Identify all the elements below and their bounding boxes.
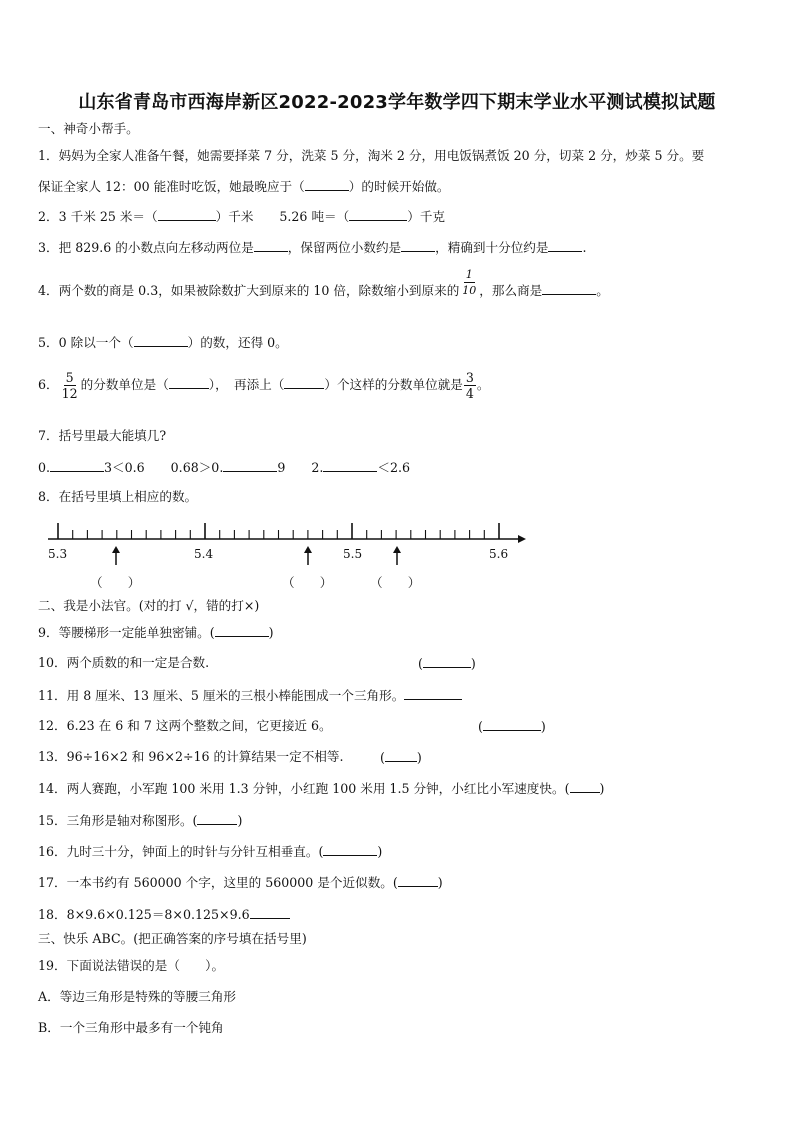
q11-blank[interactable] xyxy=(404,687,462,700)
q6-blank-2[interactable] xyxy=(284,376,324,389)
q6-fraction-1-numerator: 5 xyxy=(65,370,74,385)
question-1-line-2 xyxy=(38,178,450,195)
section-3-heading: 三、快乐 ABC。(把正确答案的序号填在括号里) xyxy=(38,931,307,946)
q15-text-a: 15．三角形是轴对称图形。( xyxy=(38,813,198,828)
q16-text-b: ) xyxy=(377,844,383,859)
q18-text-a: 18．8×9.6×0.125＝8×0.125×9.6 xyxy=(38,907,250,922)
q6-fraction-1 xyxy=(60,370,80,401)
q2-text-a: 2．3 千米 25 米＝（ xyxy=(38,209,158,224)
q3-blank-2[interactable] xyxy=(401,239,435,252)
q3-blank-3[interactable] xyxy=(548,239,582,252)
q3-text-a: 3．把 829.6 的小数点向左移动两位是 xyxy=(38,240,254,255)
q3-text-c: ，精确到十分位约是 xyxy=(435,240,549,255)
number-line xyxy=(40,515,540,595)
tick-label-5-3: 5.3 xyxy=(48,547,68,561)
tick-label-5-6: 5.6 xyxy=(489,547,509,561)
q10-blank[interactable] xyxy=(423,655,471,668)
q17-text-b: ) xyxy=(437,875,443,890)
page-title: 山东省青岛市西海岸新区2022-2023学年数学四下期末学业水平测试模拟试题 xyxy=(78,92,716,113)
q1-answer-blank[interactable] xyxy=(305,178,349,191)
pointer-arrow xyxy=(304,546,312,565)
q6-fraction-1-denominator: 12 xyxy=(61,386,78,401)
q10-paren-open: ( xyxy=(418,656,423,671)
q13-answer-paren xyxy=(380,749,422,766)
number-line-graphic xyxy=(40,515,540,565)
q6-text-e: 。 xyxy=(476,377,490,392)
q10-text-a: 10．两个质数的和一定是合数. xyxy=(38,655,210,670)
q9-text-a: 9．等腰梯形一定能单独密铺。( xyxy=(38,625,215,640)
q12-text-a: 12．6.23 在 6 和 7 这两个整数之间，它更接近 6。 xyxy=(38,718,332,733)
q8-answer-paren-3[interactable]: （ ） xyxy=(370,575,421,590)
q5-text-b: ）的数，还得 0。 xyxy=(187,335,288,350)
q5-text-a: 5．0 除以一个（ xyxy=(38,335,134,350)
number-line-arrowhead xyxy=(518,535,526,543)
section-2-heading: 二、我是小法官。(对的打 √，错的打×) xyxy=(38,598,260,613)
q18-blank[interactable] xyxy=(250,906,290,919)
q7-item-1-a: 0. xyxy=(38,460,51,475)
q3-blank-1[interactable] xyxy=(254,239,288,252)
question-18 xyxy=(38,906,290,923)
q4-text-a: 4．两个数的商是 0.3，如果被除数扩大到原来的 10 倍，除数缩小到原来的 xyxy=(38,283,460,298)
section-1-heading: 一、神奇小帮手。 xyxy=(38,121,139,136)
pointer-arrow xyxy=(393,546,401,565)
q7-blank-2[interactable] xyxy=(223,459,277,472)
q3-text-d: . xyxy=(582,240,587,255)
question-15 xyxy=(38,812,242,829)
q14-text-a: 14．两人赛跑，小军跑 100 米用 1.3 分钟，小红跑 100 米用 1.5 分钟，小红比小军速度快。( xyxy=(38,781,570,796)
q7-blank-1[interactable] xyxy=(50,459,104,472)
q7-item-2-b: 9 xyxy=(277,460,286,475)
q6-fraction-2-numerator: 3 xyxy=(465,370,474,385)
question-3 xyxy=(38,239,587,256)
q8-answer-paren-2[interactable]: （ ） xyxy=(282,575,333,590)
q14-blank[interactable] xyxy=(570,780,600,793)
question-17 xyxy=(38,874,443,891)
q3-text-b: ，保留两位小数约是 xyxy=(287,240,402,255)
q12-blank[interactable] xyxy=(483,718,541,731)
q4-blank[interactable] xyxy=(542,282,596,295)
question-7-items xyxy=(38,459,410,476)
q4-fraction xyxy=(460,267,478,298)
q13-paren-open: ( xyxy=(380,750,385,765)
q13-paren-close: ) xyxy=(416,750,422,765)
q10-answer-paren xyxy=(418,655,476,672)
q9-blank[interactable] xyxy=(215,624,269,637)
q9-text-b: ) xyxy=(268,625,274,640)
question-14 xyxy=(38,780,604,797)
q8-answer-paren-1[interactable]: （ ） xyxy=(90,575,141,590)
q4-fraction-numerator: 1 xyxy=(465,268,473,281)
q2-text-c: 5.26 吨＝（ xyxy=(279,209,350,224)
q16-blank[interactable] xyxy=(323,843,377,856)
q16-text-a: 16．九时三十分，钟面上的时针与分针互相垂直。( xyxy=(38,844,324,859)
q7-item-3-a: 2. xyxy=(311,460,324,475)
question-2 xyxy=(38,208,445,225)
question-1-line-1 xyxy=(38,148,704,164)
question-6 xyxy=(38,370,490,401)
q14-text-b: ) xyxy=(599,781,605,796)
q7-blank-3[interactable] xyxy=(323,459,377,472)
q6-blank-1[interactable] xyxy=(169,376,209,389)
tick-label-5-5: 5.5 xyxy=(343,547,363,561)
question-9 xyxy=(38,624,274,641)
pointer-arrow xyxy=(112,546,120,565)
q19-option-b[interactable]: B．一个三角形中最多有一个钝角 xyxy=(38,1020,224,1035)
q1-text-a: 1．妈妈为全家人准备午餐，她需要择菜 7 分，洗菜 5 分，淘米 2 分，用电饭锅煮饭 20 分，切菜 2 分，炒菜 5 分。要 xyxy=(38,148,705,163)
q6-text-a: 6． xyxy=(38,377,59,392)
question-12 xyxy=(38,718,546,734)
q12-answer-paren xyxy=(478,718,546,735)
q13-blank[interactable] xyxy=(385,749,417,762)
q6-text-d: ）个这样的分数单位就是 xyxy=(324,377,463,392)
q6-text-c: ）， 再添上（ xyxy=(208,377,285,392)
q7-item-3-b: ＜2.6 xyxy=(377,460,410,475)
question-4 xyxy=(38,268,609,307)
q2-blank-1[interactable] xyxy=(158,208,216,221)
q13-text-a: 13．96÷16×2 和 96×2÷16 的计算结果一定不相等. xyxy=(38,749,344,764)
q11-text-a: 11．用 8 厘米、13 厘米、5 厘米的三根小棒能围成一个三角形。 xyxy=(38,688,405,703)
q6-fraction-2 xyxy=(464,370,476,401)
q1-text-c: ）的时候开始做。 xyxy=(348,179,450,194)
question-11 xyxy=(38,687,462,704)
question-10 xyxy=(38,655,476,671)
q7-item-2-a: 0.68＞0. xyxy=(170,460,224,475)
q17-blank[interactable] xyxy=(398,874,438,887)
q6-text-b: 的分数单位是（ xyxy=(80,377,169,392)
q4-fraction-denominator: 10 xyxy=(462,284,477,297)
question-16 xyxy=(38,843,382,860)
q1-text-b: 保证全家人 12：00 能准时吃饭，她最晚应于（ xyxy=(38,179,305,194)
q5-blank[interactable] xyxy=(134,334,188,347)
number-line-ticks xyxy=(58,523,499,539)
q6-fraction-2-denominator: 4 xyxy=(465,386,474,401)
q4-text-b: ，那么商是 xyxy=(479,283,543,298)
q15-text-b: ) xyxy=(237,813,243,828)
q4-text-c: 。 xyxy=(596,283,609,298)
q19-option-a[interactable]: A．等边三角形是特殊的等腰三角形 xyxy=(38,989,237,1004)
q10-paren-close: ) xyxy=(470,656,476,671)
q2-text-d: ）千克 xyxy=(407,209,446,224)
q7-item-1-b: 3＜0.6 xyxy=(104,460,145,475)
question-13 xyxy=(38,749,422,765)
question-7-prompt: 7．括号里最大能填几? xyxy=(38,428,167,443)
q2-text-b: ）千米 xyxy=(215,209,254,224)
q15-blank[interactable] xyxy=(197,812,237,825)
question-8-prompt: 8．在括号里填上相应的数。 xyxy=(38,489,198,504)
q12-paren-close: ) xyxy=(540,719,546,734)
question-5 xyxy=(38,334,288,351)
tick-label-5-4: 5.4 xyxy=(194,547,214,561)
q2-blank-2[interactable] xyxy=(349,208,407,221)
question-19-prompt: 19．下面说法错误的是（ ）。 xyxy=(38,958,225,973)
q12-paren-open: ( xyxy=(478,719,483,734)
q17-text-a: 17．一本书约有 560000 个字，这里的 560000 是个近似数。( xyxy=(38,875,398,890)
